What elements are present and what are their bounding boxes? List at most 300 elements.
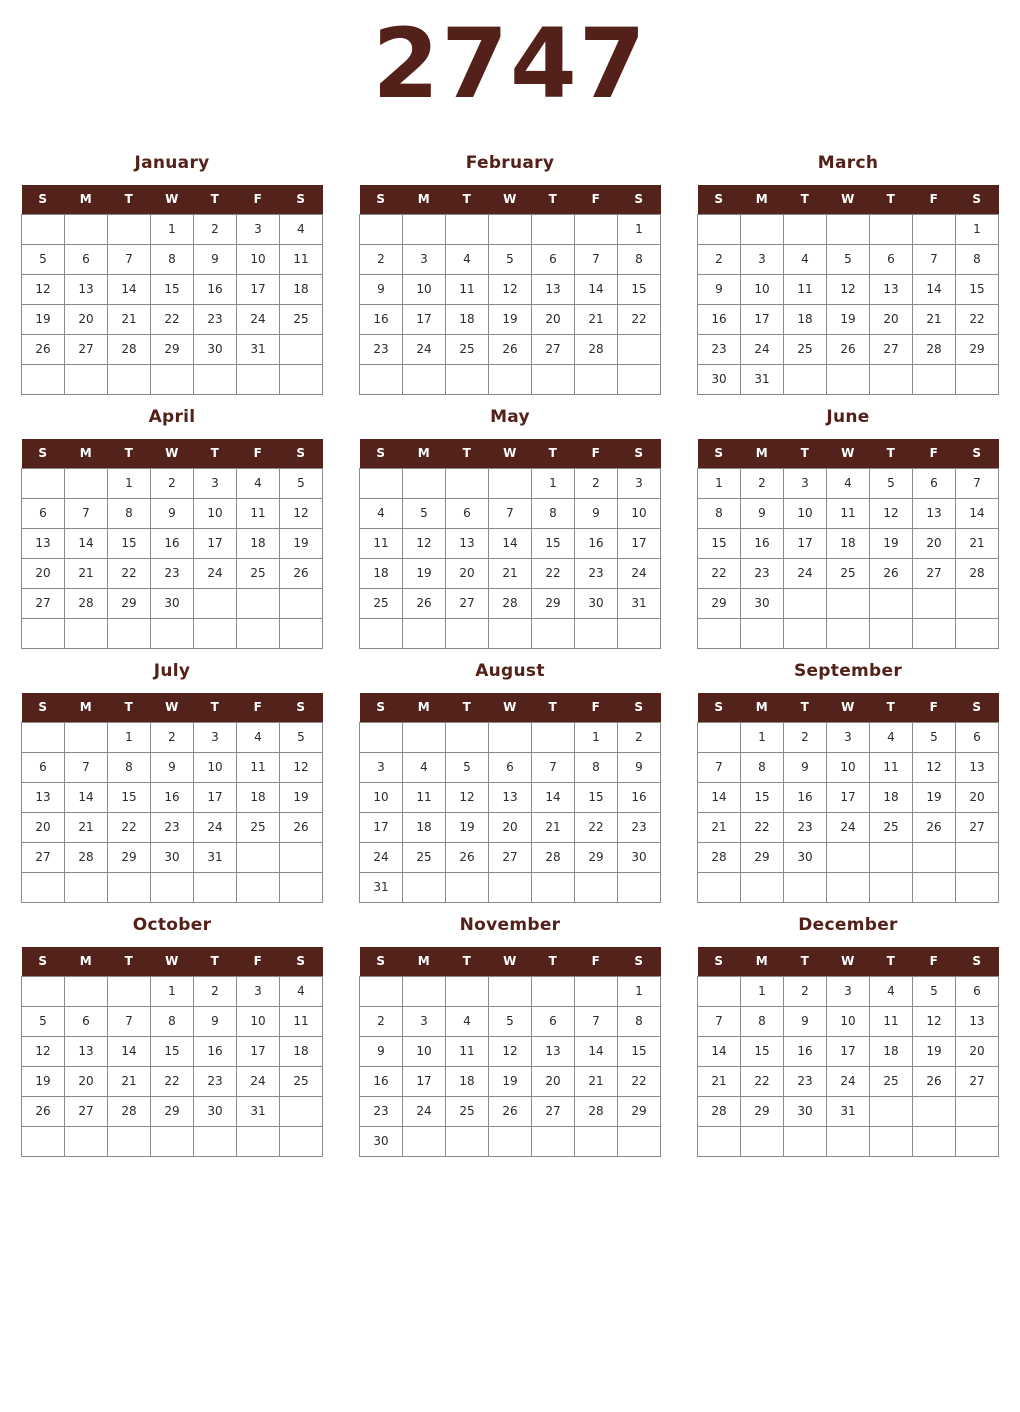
day-cell[interactable]: 11 [237,498,280,528]
day-cell[interactable]: 27 [22,588,65,618]
day-cell[interactable]: 28 [532,842,575,872]
day-cell[interactable]: 28 [956,558,999,588]
day-cell[interactable]: 29 [575,842,618,872]
day-cell[interactable]: 1 [618,976,661,1006]
day-cell[interactable]: 11 [870,752,913,782]
day-cell[interactable]: 16 [360,304,403,334]
day-cell[interactable]: 31 [741,364,784,394]
day-cell[interactable]: 17 [827,782,870,812]
day-cell[interactable]: 6 [65,1006,108,1036]
day-cell[interactable]: 28 [575,1096,618,1126]
day-cell[interactable]: 11 [280,244,323,274]
day-cell[interactable]: 19 [403,558,446,588]
day-cell[interactable]: 27 [532,334,575,364]
day-cell[interactable]: 14 [489,528,532,558]
day-cell[interactable]: 15 [108,528,151,558]
day-cell[interactable]: 13 [489,782,532,812]
day-cell[interactable]: 15 [698,528,741,558]
day-cell[interactable]: 11 [280,1006,323,1036]
day-cell[interactable]: 6 [956,976,999,1006]
day-cell[interactable]: 27 [65,334,108,364]
day-cell[interactable]: 8 [618,244,661,274]
day-cell[interactable]: 11 [870,1006,913,1036]
day-cell[interactable]: 3 [784,468,827,498]
day-cell[interactable]: 30 [360,1126,403,1156]
day-cell[interactable]: 6 [22,498,65,528]
day-cell[interactable]: 17 [827,1036,870,1066]
day-cell[interactable]: 19 [489,1066,532,1096]
day-cell[interactable]: 19 [280,528,323,558]
day-cell[interactable]: 30 [575,588,618,618]
day-cell[interactable]: 25 [360,588,403,618]
day-cell[interactable]: 8 [741,752,784,782]
day-cell[interactable]: 22 [741,1066,784,1096]
day-cell[interactable]: 19 [22,1066,65,1096]
day-cell[interactable]: 30 [784,1096,827,1126]
day-cell[interactable]: 23 [784,812,827,842]
day-cell[interactable]: 12 [870,498,913,528]
day-cell[interactable]: 10 [827,1006,870,1036]
day-cell[interactable]: 20 [22,558,65,588]
day-cell[interactable]: 28 [108,1096,151,1126]
day-cell[interactable]: 18 [446,1066,489,1096]
day-cell[interactable]: 21 [698,1066,741,1096]
day-cell[interactable]: 3 [827,976,870,1006]
day-cell[interactable]: 28 [913,334,956,364]
day-cell[interactable]: 24 [618,558,661,588]
day-cell[interactable]: 29 [741,1096,784,1126]
day-cell[interactable]: 23 [360,334,403,364]
day-cell[interactable]: 13 [65,1036,108,1066]
day-cell[interactable]: 7 [489,498,532,528]
day-cell[interactable]: 22 [741,812,784,842]
day-cell[interactable]: 7 [698,752,741,782]
day-cell[interactable]: 2 [575,468,618,498]
day-cell[interactable]: 9 [784,752,827,782]
day-cell[interactable]: 8 [151,1006,194,1036]
day-cell[interactable]: 1 [618,214,661,244]
day-cell[interactable]: 8 [618,1006,661,1036]
day-cell[interactable]: 19 [280,782,323,812]
day-cell[interactable]: 13 [532,274,575,304]
day-cell[interactable]: 29 [741,842,784,872]
day-cell[interactable]: 9 [360,1036,403,1066]
day-cell[interactable]: 21 [108,304,151,334]
day-cell[interactable]: 3 [403,244,446,274]
day-cell[interactable]: 8 [575,752,618,782]
day-cell[interactable]: 15 [108,782,151,812]
day-cell[interactable]: 4 [237,468,280,498]
day-cell[interactable]: 5 [446,752,489,782]
day-cell[interactable]: 12 [403,528,446,558]
day-cell[interactable]: 25 [446,334,489,364]
day-cell[interactable]: 23 [784,1066,827,1096]
day-cell[interactable]: 29 [108,588,151,618]
day-cell[interactable]: 12 [913,752,956,782]
day-cell[interactable]: 26 [22,1096,65,1126]
day-cell[interactable]: 27 [956,1066,999,1096]
day-cell[interactable]: 20 [870,304,913,334]
day-cell[interactable]: 1 [698,468,741,498]
day-cell[interactable]: 8 [741,1006,784,1036]
day-cell[interactable]: 22 [618,304,661,334]
day-cell[interactable]: 16 [360,1066,403,1096]
day-cell[interactable]: 4 [403,752,446,782]
day-cell[interactable]: 18 [360,558,403,588]
day-cell[interactable]: 5 [280,722,323,752]
day-cell[interactable]: 22 [956,304,999,334]
day-cell[interactable]: 7 [575,244,618,274]
day-cell[interactable]: 7 [108,1006,151,1036]
day-cell[interactable]: 3 [741,244,784,274]
day-cell[interactable]: 18 [870,782,913,812]
day-cell[interactable]: 23 [698,334,741,364]
day-cell[interactable]: 31 [237,1096,280,1126]
day-cell[interactable]: 6 [532,244,575,274]
day-cell[interactable]: 14 [698,1036,741,1066]
day-cell[interactable]: 21 [575,1066,618,1096]
day-cell[interactable]: 7 [65,498,108,528]
day-cell[interactable]: 5 [489,1006,532,1036]
day-cell[interactable]: 15 [741,782,784,812]
day-cell[interactable]: 15 [575,782,618,812]
day-cell[interactable]: 3 [237,976,280,1006]
day-cell[interactable]: 21 [65,812,108,842]
day-cell[interactable]: 26 [446,842,489,872]
day-cell[interactable]: 7 [108,244,151,274]
day-cell[interactable]: 2 [360,244,403,274]
day-cell[interactable]: 19 [870,528,913,558]
day-cell[interactable]: 12 [913,1006,956,1036]
day-cell[interactable]: 3 [360,752,403,782]
day-cell[interactable]: 3 [403,1006,446,1036]
day-cell[interactable]: 1 [956,214,999,244]
day-cell[interactable]: 21 [108,1066,151,1096]
day-cell[interactable]: 11 [827,498,870,528]
day-cell[interactable]: 16 [784,1036,827,1066]
day-cell[interactable]: 24 [741,334,784,364]
day-cell[interactable]: 14 [575,274,618,304]
day-cell[interactable]: 8 [532,498,575,528]
day-cell[interactable]: 5 [827,244,870,274]
day-cell[interactable]: 30 [151,842,194,872]
day-cell[interactable]: 19 [913,782,956,812]
day-cell[interactable]: 30 [618,842,661,872]
day-cell[interactable]: 12 [280,752,323,782]
day-cell[interactable]: 13 [532,1036,575,1066]
day-cell[interactable]: 9 [151,498,194,528]
day-cell[interactable]: 5 [913,722,956,752]
day-cell[interactable]: 31 [618,588,661,618]
day-cell[interactable]: 25 [280,304,323,334]
day-cell[interactable]: 27 [913,558,956,588]
day-cell[interactable]: 12 [827,274,870,304]
day-cell[interactable]: 26 [403,588,446,618]
day-cell[interactable]: 22 [575,812,618,842]
day-cell[interactable]: 25 [280,1066,323,1096]
day-cell[interactable]: 26 [22,334,65,364]
day-cell[interactable]: 30 [194,334,237,364]
day-cell[interactable]: 6 [489,752,532,782]
day-cell[interactable]: 26 [913,1066,956,1096]
day-cell[interactable]: 21 [913,304,956,334]
day-cell[interactable]: 9 [151,752,194,782]
day-cell[interactable]: 26 [913,812,956,842]
day-cell[interactable]: 2 [618,722,661,752]
day-cell[interactable]: 14 [698,782,741,812]
day-cell[interactable]: 4 [280,214,323,244]
day-cell[interactable]: 23 [618,812,661,842]
day-cell[interactable]: 26 [280,812,323,842]
day-cell[interactable]: 21 [698,812,741,842]
day-cell[interactable]: 26 [870,558,913,588]
day-cell[interactable]: 21 [575,304,618,334]
day-cell[interactable]: 4 [784,244,827,274]
day-cell[interactable]: 2 [741,468,784,498]
day-cell[interactable]: 7 [532,752,575,782]
day-cell[interactable]: 25 [446,1096,489,1126]
day-cell[interactable]: 17 [237,274,280,304]
day-cell[interactable]: 23 [151,558,194,588]
day-cell[interactable]: 21 [489,558,532,588]
day-cell[interactable]: 12 [489,274,532,304]
day-cell[interactable]: 25 [403,842,446,872]
day-cell[interactable]: 5 [280,468,323,498]
day-cell[interactable]: 14 [65,782,108,812]
day-cell[interactable]: 31 [360,872,403,902]
day-cell[interactable]: 10 [237,244,280,274]
day-cell[interactable]: 11 [403,782,446,812]
day-cell[interactable]: 20 [65,1066,108,1096]
day-cell[interactable]: 20 [489,812,532,842]
day-cell[interactable]: 24 [237,304,280,334]
day-cell[interactable]: 12 [22,274,65,304]
day-cell[interactable]: 25 [237,812,280,842]
day-cell[interactable]: 15 [151,1036,194,1066]
day-cell[interactable]: 7 [698,1006,741,1036]
day-cell[interactable]: 1 [108,468,151,498]
day-cell[interactable]: 1 [151,976,194,1006]
day-cell[interactable]: 15 [618,274,661,304]
day-cell[interactable]: 3 [237,214,280,244]
day-cell[interactable]: 28 [575,334,618,364]
day-cell[interactable]: 30 [741,588,784,618]
day-cell[interactable]: 16 [151,782,194,812]
day-cell[interactable]: 4 [446,244,489,274]
day-cell[interactable]: 26 [280,558,323,588]
day-cell[interactable]: 17 [360,812,403,842]
day-cell[interactable]: 6 [870,244,913,274]
day-cell[interactable]: 26 [489,334,532,364]
day-cell[interactable]: 16 [151,528,194,558]
day-cell[interactable]: 30 [698,364,741,394]
day-cell[interactable]: 26 [827,334,870,364]
day-cell[interactable]: 5 [913,976,956,1006]
day-cell[interactable]: 20 [956,1036,999,1066]
day-cell[interactable]: 25 [870,1066,913,1096]
day-cell[interactable]: 2 [360,1006,403,1036]
day-cell[interactable]: 24 [360,842,403,872]
day-cell[interactable]: 7 [65,752,108,782]
day-cell[interactable]: 28 [65,588,108,618]
day-cell[interactable]: 18 [784,304,827,334]
day-cell[interactable]: 22 [698,558,741,588]
day-cell[interactable]: 24 [784,558,827,588]
day-cell[interactable]: 18 [280,274,323,304]
day-cell[interactable]: 10 [827,752,870,782]
day-cell[interactable]: 12 [22,1036,65,1066]
day-cell[interactable]: 3 [194,722,237,752]
day-cell[interactable]: 19 [827,304,870,334]
day-cell[interactable]: 25 [870,812,913,842]
day-cell[interactable]: 18 [403,812,446,842]
day-cell[interactable]: 1 [532,468,575,498]
day-cell[interactable]: 21 [532,812,575,842]
day-cell[interactable]: 29 [698,588,741,618]
day-cell[interactable]: 6 [532,1006,575,1036]
day-cell[interactable]: 20 [65,304,108,334]
day-cell[interactable]: 26 [489,1096,532,1126]
day-cell[interactable]: 30 [194,1096,237,1126]
day-cell[interactable]: 31 [237,334,280,364]
day-cell[interactable]: 14 [108,1036,151,1066]
day-cell[interactable]: 27 [65,1096,108,1126]
day-cell[interactable]: 20 [446,558,489,588]
day-cell[interactable]: 11 [784,274,827,304]
day-cell[interactable]: 18 [870,1036,913,1066]
day-cell[interactable]: 20 [913,528,956,558]
day-cell[interactable]: 2 [784,976,827,1006]
day-cell[interactable]: 22 [618,1066,661,1096]
day-cell[interactable]: 18 [446,304,489,334]
day-cell[interactable]: 28 [698,1096,741,1126]
day-cell[interactable]: 9 [575,498,618,528]
day-cell[interactable]: 2 [151,468,194,498]
day-cell[interactable]: 14 [532,782,575,812]
day-cell[interactable]: 18 [237,782,280,812]
day-cell[interactable]: 13 [913,498,956,528]
day-cell[interactable]: 4 [237,722,280,752]
day-cell[interactable]: 22 [151,1066,194,1096]
day-cell[interactable]: 4 [446,1006,489,1036]
day-cell[interactable]: 30 [784,842,827,872]
day-cell[interactable]: 23 [194,1066,237,1096]
day-cell[interactable]: 8 [698,498,741,528]
day-cell[interactable]: 27 [532,1096,575,1126]
day-cell[interactable]: 24 [827,1066,870,1096]
day-cell[interactable]: 20 [956,782,999,812]
day-cell[interactable]: 19 [22,304,65,334]
day-cell[interactable]: 4 [827,468,870,498]
day-cell[interactable]: 9 [360,274,403,304]
day-cell[interactable]: 13 [446,528,489,558]
day-cell[interactable]: 6 [22,752,65,782]
day-cell[interactable]: 17 [403,1066,446,1096]
day-cell[interactable]: 19 [913,1036,956,1066]
day-cell[interactable]: 16 [194,274,237,304]
day-cell[interactable]: 10 [194,752,237,782]
day-cell[interactable]: 7 [913,244,956,274]
day-cell[interactable]: 10 [741,274,784,304]
day-cell[interactable]: 31 [827,1096,870,1126]
day-cell[interactable]: 12 [489,1036,532,1066]
day-cell[interactable]: 22 [108,558,151,588]
day-cell[interactable]: 24 [403,1096,446,1126]
day-cell[interactable]: 14 [65,528,108,558]
day-cell[interactable]: 18 [280,1036,323,1066]
day-cell[interactable]: 4 [870,976,913,1006]
day-cell[interactable]: 16 [618,782,661,812]
day-cell[interactable]: 17 [741,304,784,334]
day-cell[interactable]: 12 [446,782,489,812]
day-cell[interactable]: 13 [22,528,65,558]
day-cell[interactable]: 1 [108,722,151,752]
day-cell[interactable]: 22 [108,812,151,842]
day-cell[interactable]: 1 [575,722,618,752]
day-cell[interactable]: 15 [956,274,999,304]
day-cell[interactable]: 5 [22,1006,65,1036]
day-cell[interactable]: 9 [194,1006,237,1036]
day-cell[interactable]: 28 [108,334,151,364]
day-cell[interactable]: 17 [194,782,237,812]
day-cell[interactable]: 20 [532,1066,575,1096]
day-cell[interactable]: 2 [151,722,194,752]
day-cell[interactable]: 7 [575,1006,618,1036]
day-cell[interactable]: 28 [489,588,532,618]
day-cell[interactable]: 5 [403,498,446,528]
day-cell[interactable]: 10 [784,498,827,528]
day-cell[interactable]: 25 [827,558,870,588]
day-cell[interactable]: 2 [194,976,237,1006]
day-cell[interactable]: 8 [956,244,999,274]
day-cell[interactable]: 16 [698,304,741,334]
day-cell[interactable]: 22 [532,558,575,588]
day-cell[interactable]: 27 [956,812,999,842]
day-cell[interactable]: 24 [194,812,237,842]
day-cell[interactable]: 28 [698,842,741,872]
day-cell[interactable]: 16 [784,782,827,812]
day-cell[interactable]: 8 [151,244,194,274]
day-cell[interactable]: 25 [237,558,280,588]
day-cell[interactable]: 20 [22,812,65,842]
day-cell[interactable]: 15 [741,1036,784,1066]
day-cell[interactable]: 16 [741,528,784,558]
day-cell[interactable]: 10 [618,498,661,528]
day-cell[interactable]: 14 [575,1036,618,1066]
day-cell[interactable]: 22 [151,304,194,334]
day-cell[interactable]: 13 [65,274,108,304]
day-cell[interactable]: 6 [65,244,108,274]
day-cell[interactable]: 4 [280,976,323,1006]
day-cell[interactable]: 21 [956,528,999,558]
day-cell[interactable]: 24 [237,1066,280,1096]
day-cell[interactable]: 3 [618,468,661,498]
day-cell[interactable]: 4 [870,722,913,752]
day-cell[interactable]: 21 [65,558,108,588]
day-cell[interactable]: 14 [913,274,956,304]
day-cell[interactable]: 28 [65,842,108,872]
day-cell[interactable]: 10 [360,782,403,812]
day-cell[interactable]: 13 [22,782,65,812]
day-cell[interactable]: 27 [446,588,489,618]
day-cell[interactable]: 9 [618,752,661,782]
day-cell[interactable]: 16 [575,528,618,558]
day-cell[interactable]: 30 [151,588,194,618]
day-cell[interactable]: 27 [22,842,65,872]
day-cell[interactable]: 24 [194,558,237,588]
day-cell[interactable]: 10 [194,498,237,528]
day-cell[interactable]: 14 [108,274,151,304]
